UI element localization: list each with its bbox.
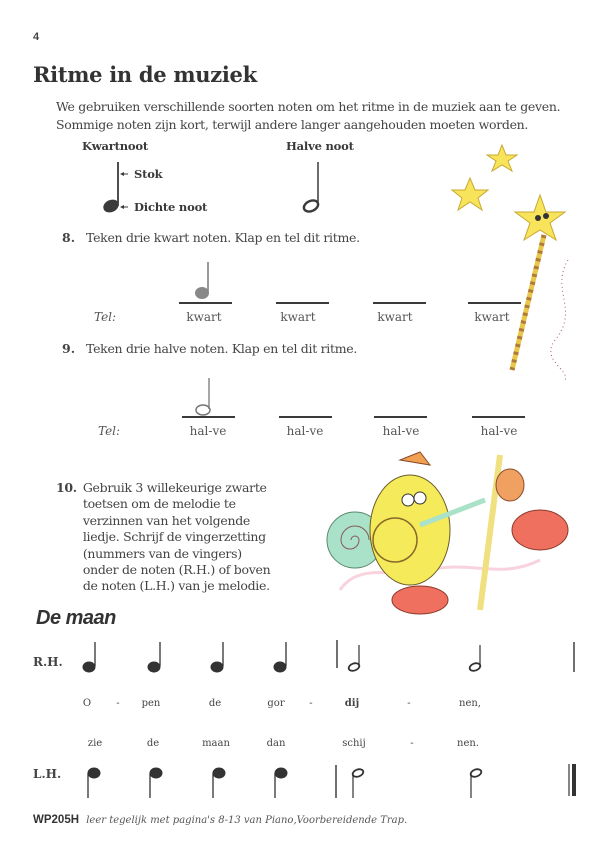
lyric-lh-7: nen. [457,738,479,749]
lyric-rh-5: gor [267,698,285,709]
right-hand-notation-icon [0,630,600,680]
exercise-8-instruction: Teken drie kwart noten. Klap en tel dit ritme. [86,230,360,245]
exercise-8-number: 8. [62,230,76,245]
exercise-9-write-line-1[interactable] [182,416,235,418]
exercise-8-count-1: kwart [186,310,222,324]
exercise-10-line-3: verzinnen van het volgende [82,512,251,528]
lyric-rh-9: nen, [459,698,481,709]
intro-paragraph [56,98,576,134]
example-quarter-note-icon [190,260,220,304]
lyric-rh-8: - [407,698,411,709]
lyric-lh-1: zie [87,738,103,749]
quarter-note-label: Kwartnoot [82,139,148,153]
page-title: Ritme in de muziek [33,62,257,87]
exercise-9-write-line-2[interactable] [279,416,332,418]
exercise-9-tel-label: Tel: [98,424,121,438]
notehead-label: Dichte noot [134,200,208,214]
exercise-10-line-7: de noten (L.H.) van je melodie. [82,578,270,594]
exercise-10-line-5: (nummers van de vingers) [82,545,242,561]
exercise-9-count-1: hal-ve [189,424,227,438]
lyric-lh-2: de [146,738,160,749]
song-title: De maan [36,607,116,629]
exercise-10-line-6: onder de noten (R.H.) of boven [82,562,271,578]
exercise-9-write-line-4[interactable] [472,416,525,418]
exercise-8-write-line-3[interactable] [373,302,426,304]
footer [33,814,407,826]
lyric-rh-7: dij [344,698,360,709]
star-wand-illustration-icon [440,140,600,380]
quarter-note-diagram-icon [100,160,130,220]
exercise-8-count-3: kwart [377,310,413,324]
lyric-lh-5: schij [342,738,366,749]
lyric-rh-6: - [309,698,313,709]
left-hand-label: L.H. [33,767,62,781]
exercise-9-count-4: hal-ve [480,424,518,438]
lyric-lh-3: maan [202,738,230,749]
exercise-10-line-2: toetsen om de melodie te [82,496,236,512]
footer-description: leer tegelijk met pagina's 8-13 van Piano,Voorbereidende Trap. [86,815,408,826]
exercise-8-tel-label: Tel: [94,310,117,324]
exercise-8-write-line-1[interactable] [179,302,232,304]
lyric-lh-6: - [410,738,414,749]
exercise-8-count-2: kwart [280,310,316,324]
lyric-rh-4: de [208,698,222,709]
stem-label: Stok [134,167,163,181]
exercise-10-line-4: liedje. Schrijf de vingerzetting [82,529,266,545]
half-note-label: Halve noot [286,139,354,153]
exercise-9-count-2: hal-ve [286,424,324,438]
exercise-9-write-line-3[interactable] [374,416,427,418]
exercise-9-number: 9. [62,341,76,356]
exercise-9-count-3: hal-ve [382,424,420,438]
creature-illustration-icon [300,440,600,630]
example-half-note-icon [192,376,222,416]
page-number: 4 [33,31,40,43]
lyric-rh-2: - [116,698,120,709]
right-hand-label: R.H. [33,655,63,669]
intro-line-1: We gebruiken verschillende soorten noten om het ritme in de muziek aan te geven. [56,99,561,114]
exercise-10-number: 10. [56,480,77,495]
footer-code: WP205H [33,814,80,826]
intro-line-2: Sommige noten zijn kort, terwijl andere langer aangehouden moeten worden. [56,117,529,132]
left-hand-notation-icon [0,760,600,810]
exercise-10 [56,480,286,595]
exercise-8-write-line-2[interactable] [276,302,329,304]
lyric-rh-1: O [82,698,92,709]
half-note-diagram-icon [300,160,330,220]
exercise-10-line-1: Gebruik 3 willekeurige zwarte [82,480,267,495]
exercise-9-instruction: Teken drie halve noten. Klap en tel dit ritme. [86,341,358,356]
lyric-lh-4: dan [266,738,286,749]
lyric-rh-3: pen [141,698,161,709]
exercise-8-count-4: kwart [474,310,510,324]
